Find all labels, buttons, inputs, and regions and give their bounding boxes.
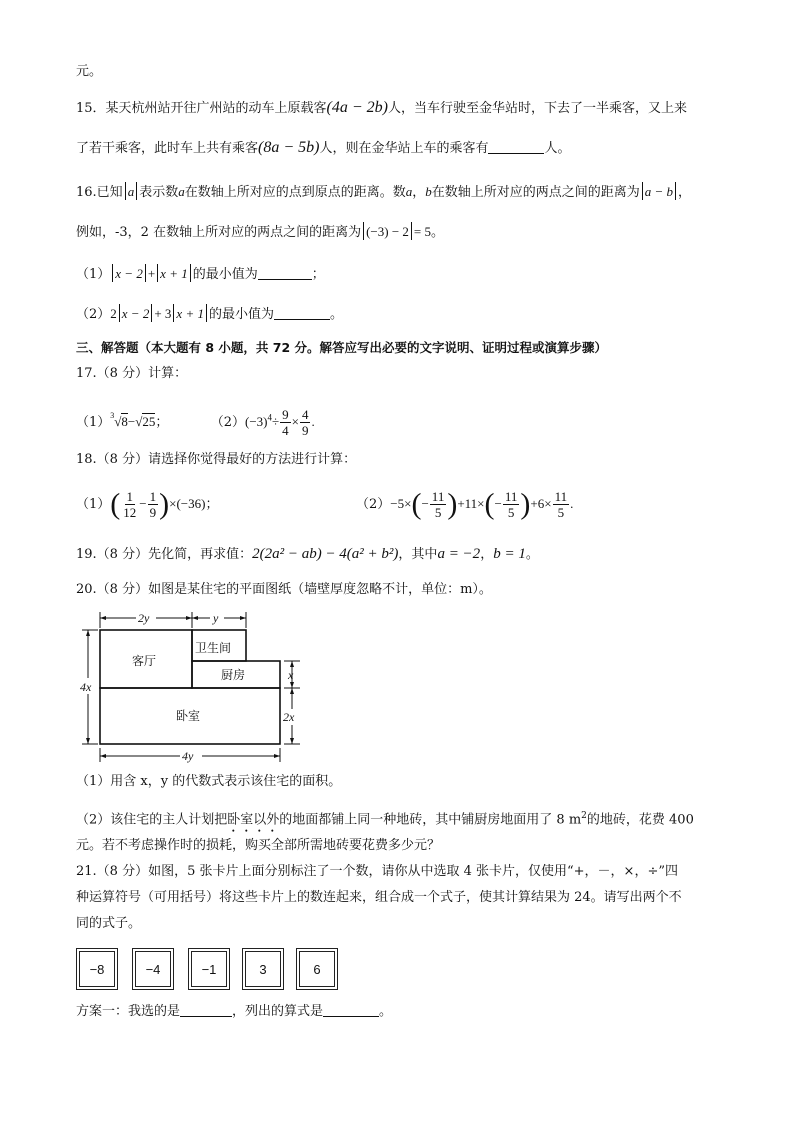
q17-items: $(1)^3√8-√25$； $(2)(-3)^4\div$ $\frac{9}{4}$ × $\frac{4}{9}$ . (76, 407, 315, 438)
q15-line1: 15．某天杭州站开往广州站的动车上原载客(4a − 2b)人，当车行驶至金华站时，下去了一半乘客，又上来 (76, 99, 688, 116)
card-1: −8 (76, 948, 118, 990)
room-kitchen: 厨房 (221, 668, 246, 682)
dim-2y: 2y (138, 611, 150, 625)
q19: 19.（8 分）先化简，再求值：2(2a² − ab) − 4(a² + b²)，其中a = −2，b = 1。 (76, 546, 539, 562)
q20-sub2-cont: 元。若不考虑操作时的损耗，购买全部所需地砖要花费多少元？ (76, 838, 441, 853)
q15-line2: 了若干乘客，此时车上共有乘客(8a − 5b)人，则在金华站上车的乘客有 人。 (76, 139, 571, 156)
q20-head: 20.（8 分）如图是某住宅的平面图纸（墙壁厚度忽略不计，单位：m）。 (76, 582, 492, 597)
card-5: 6 (296, 948, 338, 990)
q15-blank[interactable] (488, 139, 544, 154)
dim-4x: 4x (80, 680, 92, 694)
plan1-expr-blank[interactable] (323, 1002, 379, 1017)
floor-plan-figure (76, 606, 316, 766)
q21-plan-1: 方案一：我选的是 ，列出的算式是 。 (76, 1004, 393, 1019)
dim-y: y (213, 611, 219, 625)
q17-head: 17.（8 分）计算： (76, 366, 188, 381)
q16-line1: 16.已知 a 表示数a在数轴上所对应的点到原点的距离。数a，b在数轴上所对应的两点之间的距离为 a − b ， (76, 184, 692, 200)
card-3: −1 (188, 948, 230, 990)
section-3-heading: 三、解答题（本大题有 8 小题，共 72 分。解答应写出必要的文字说明、证明过程或演算步骤） (76, 340, 608, 355)
q16-line2: 例如，-3，2 在数轴上所对应的两点之间的距离为 (−3) − 2 = 5。 (76, 224, 445, 240)
q21-line3: 同的式子。 (76, 916, 142, 931)
q20-sub2: （2）该住宅的主人计划把卧室以外的地面都铺上同一种地砖，其中铺厨房地面用了 8 $m^2$的地砖，花费 400 (76, 811, 694, 828)
q18-item2: （2）−5×(− $\frac{11}{5}$ )+11×(− $\frac{11}{5}$ )+6× $\frac{11}{5}$ . (356, 487, 574, 521)
dim-2x: 2x (283, 710, 295, 724)
q16-blank-1[interactable] (258, 265, 312, 280)
q14-tail: 元。 (76, 64, 103, 79)
room-living: 客厅 (132, 654, 157, 668)
q21-line2: 种运算符号（可用括号）将这些卡片上的数连起来，组合成一个式子，使其计算结果为 24。请写出两个不 (76, 890, 682, 905)
q16-sub2: （2）2 x − 2 + 3 x + 1 的最小值为 。 (76, 306, 343, 322)
card-2: −4 (132, 948, 174, 990)
plan1-cards-blank[interactable] (180, 1002, 232, 1017)
q18-item1: （1）( $\frac{1}{12}$ − $\frac{1}{9}$ )×(−36)； (76, 487, 219, 521)
card-4: 3 (242, 948, 284, 990)
q20-sub1: （1）用含 x，y 的代数式表示该住宅的面积。 (76, 774, 342, 789)
room-bedroom: 卧室 (176, 709, 201, 723)
q16-sub1: （1） x − 2 + x + 1 的最小值为 ； (76, 266, 325, 282)
dim-4y: 4y (182, 749, 194, 763)
q16-blank-2[interactable] (274, 305, 330, 320)
room-bath: 卫生间 (195, 641, 232, 655)
dim-x: x (288, 668, 294, 682)
q21-line1: 21.（8 分）如图，5 张卡片上面分别标注了一个数，请你从中选取 4 张卡片，仅使用“+，－，×，÷”四 (76, 864, 678, 879)
q18-head: 18.（8 分）请选择你觉得最好的方法进行计算： (76, 452, 357, 467)
